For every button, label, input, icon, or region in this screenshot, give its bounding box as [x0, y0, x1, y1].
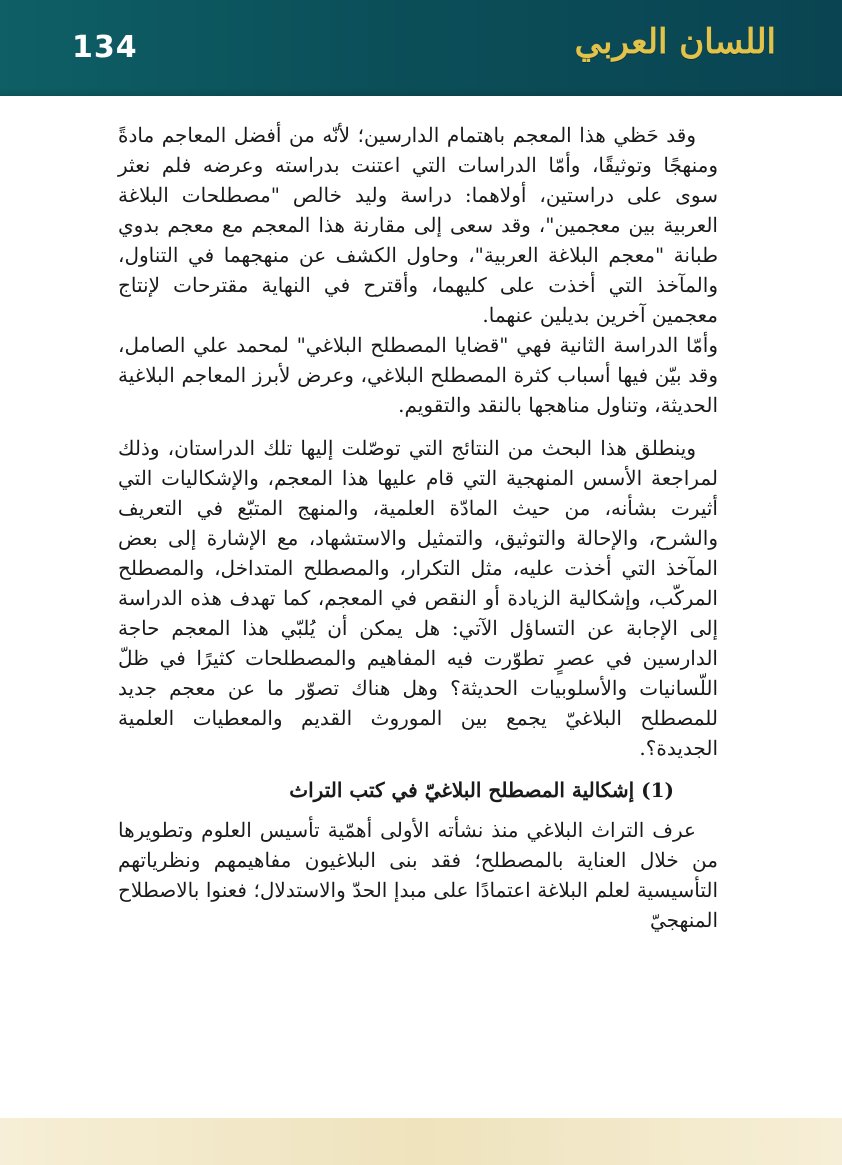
paragraph-1: وقد حَظي هذا المعجم باهتمام الدارسين؛ لأنّه من أفضل المعاجم مادةً ومنهجًا وتوثيقًا، وأمّا الدراسات التي اعتنت بدراسته وعرضه فلم نعثر سوى على دراستين، أولاهما: دراسة وليد خالص "مصطلحات البلاغة العربية بين معجمين"، وقد سعى إلى مقارنة هذا المعجم مع معجم بدوي طبانة "معجم البلاغة العربية"، وحاول الكشف عن منهجهما في التناول، والمآخذ التي أخذت على كليهما، وأقترح في النهاية مقترحات لإنتاج معجمين آخرين بديلين عنهما. [118, 123, 718, 327]
page-header [0, 0, 842, 96]
paragraph-4: عرف التراث البلاغي منذ نشأته الأولى أهمّية تأسيس العلوم وتطويرها من خلال العناية بالمصطلح؛ فقد بنى البلاغيون مفاهيمهم ونظرياتهم التأسيسية لعلم البلاغة اعتمادًا على مبدإ الحدّ والاستدلال؛ فعنوا بالاصطلاح المنهجيّ [118, 818, 718, 932]
page-footer-band [0, 1118, 842, 1165]
page-number: 134 [72, 30, 138, 65]
section-heading: (1) إشكالية المصطلح البلاغيّ في كتب التراث [289, 778, 674, 802]
paragraph-2: وأمّا الدراسة الثانية فهي "قضايا المصطلح البلاغي" لمحمد علي الصامل، وقد بيّن فيها أسباب كثرة المصطلح البلاغي، وعرض لأبرز المعاجم البلاغية الحديثة، وتناول مناهجها بالنقد والتقويم. [118, 333, 718, 417]
paragraph-3: وينطلق هذا البحث من النتائج التي توصّلت إليها تلك الدراستان، وذلك لمراجعة الأسس المنهجية التي قام عليها هذا المعجم، والإشكاليات التي أثيرت بشأنه، من حيث المادّة العلمية، والمنهج المتبّع في التعريف والشرح، والإحالة والتوثيق، والتمثيل والاستشهاد، مع الإشارة إلى بعض المآخذ التي أخذت عليه، مثل التكرار، والمصطلح المتداخل، والمصطلح المركّب، وإشكالية الزيادة أو النقص في المعجم، كما تهدف هذه الدراسة إلى الإجابة عن التساؤل الآتي: هل يمكن أن يُلبّي هذا المعجم حاجة الدارسين في عصرٍ تطوّرت فيه المفاهيم والمصطلحات كثيرًا في ظلّ اللّسانيات والأسلوبيات الحديثة؟ وهل هناك تصوّر ما عن معجم جديد للمصطلح البلاغيّ يجمع بين الموروث القديم والمعطيات العلمية الجديدة؟. [118, 436, 718, 760]
journal-logo: اللسان العربي [574, 22, 776, 62]
article-body [118, 120, 718, 935]
